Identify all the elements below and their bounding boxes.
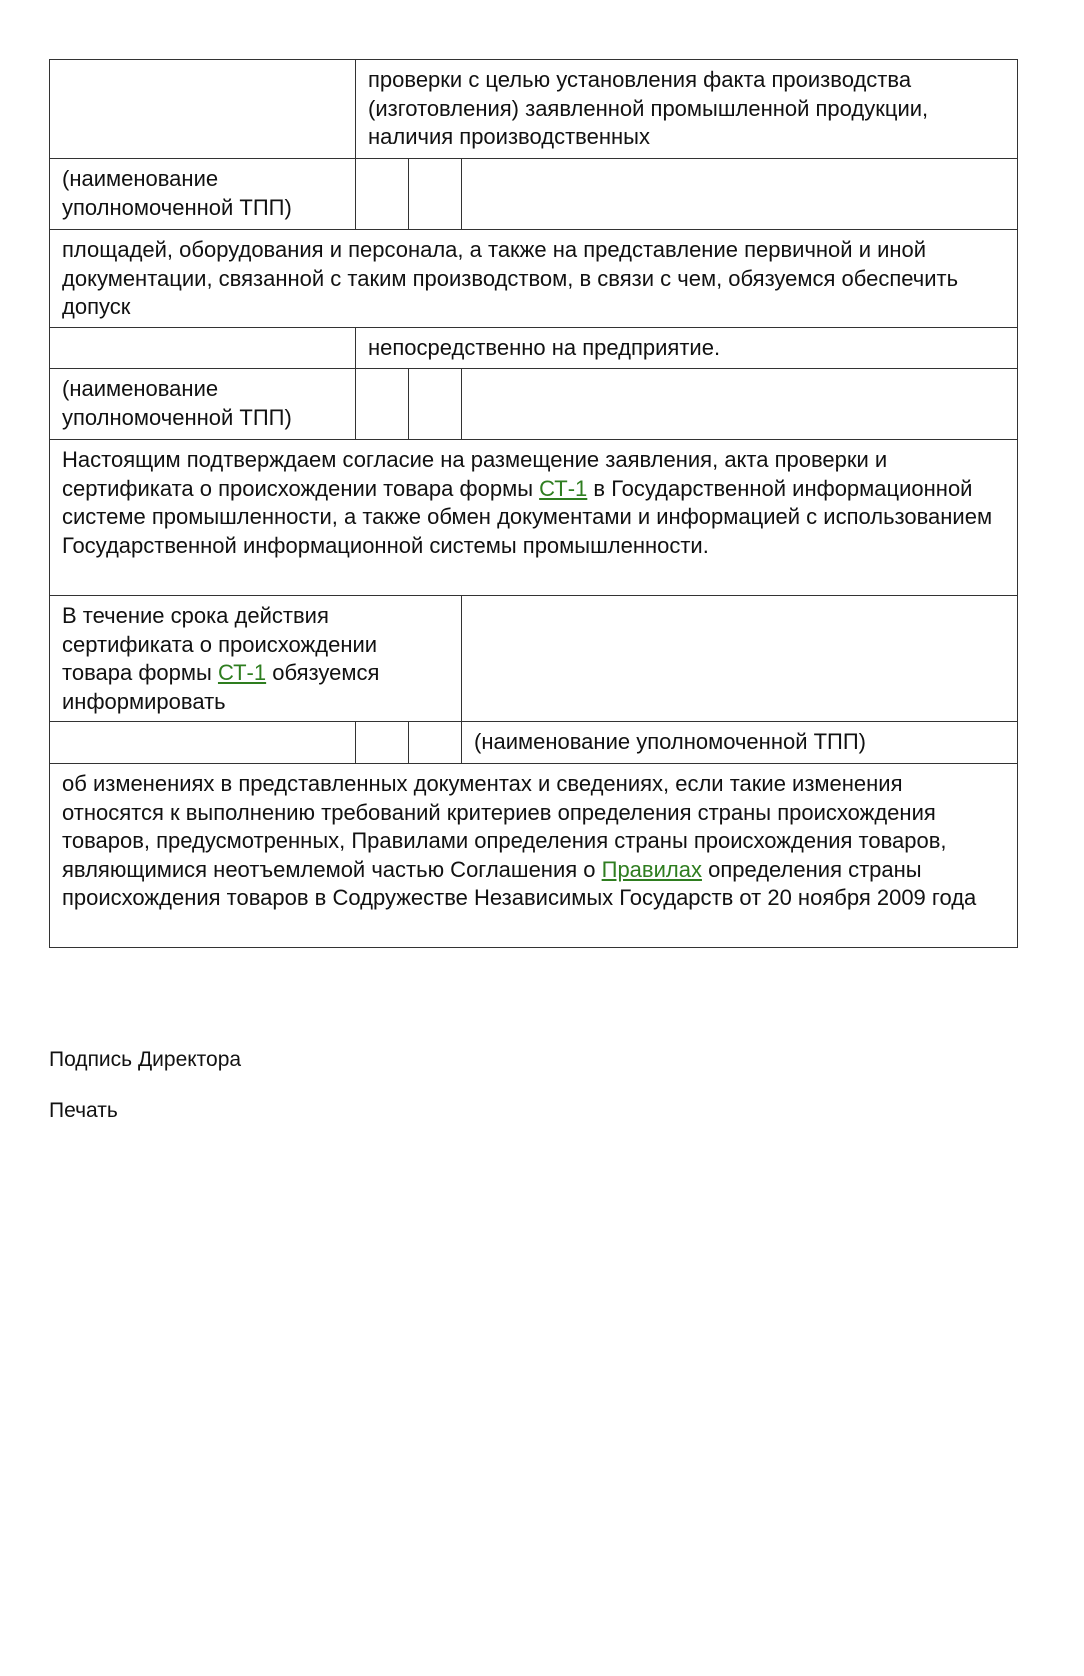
tpp-caption-cell	[50, 369, 356, 440]
stamp-label: Печать	[49, 1099, 118, 1122]
blank-cell	[462, 369, 1018, 440]
blank-cell	[409, 722, 462, 764]
table-row	[50, 440, 1018, 596]
inform-text: В течение срока действия сертификата о происхождении товара формы	[62, 603, 378, 685]
tpp-name-caption: (наименование уполномоченной ТПП)	[62, 166, 292, 220]
premises-text: площадей, оборудования и персонала, а также на представление первичной и иной документации, связанной с таким производством, в связи с чем, обязуемся обеспечить допуск	[62, 237, 959, 319]
changes-text-end: определения страны происхождения товаров в Содружестве Независимых Государств от 20 ноября 2009 года	[62, 856, 977, 910]
form-table	[49, 59, 1018, 948]
enterprise-text-cell	[356, 328, 1018, 369]
rules-link[interactable]: Правилах	[601, 856, 702, 882]
tpp-caption-cell	[462, 722, 1018, 764]
blank-cell	[409, 369, 462, 440]
changes-text-cell	[50, 764, 1018, 948]
blank-cell	[462, 596, 1018, 722]
consent-text-end: в Государственной информационной системе промышленности, а также обмен документами и информацией с использованием Государственной информационной системы промышленности.	[62, 475, 993, 558]
blank-cell	[356, 369, 409, 440]
inform-text-end: обязуемся информировать	[62, 660, 380, 714]
st1-link[interactable]: СТ-1	[539, 475, 588, 501]
director-signature-label: Подпись Директора	[49, 1048, 242, 1071]
blank-cell	[50, 722, 356, 764]
table-row	[50, 722, 1018, 764]
st1-link[interactable]: СТ-1	[217, 660, 267, 685]
enterprise-text: непосредственно на предприятие.	[368, 335, 721, 360]
tpp-name-caption: (наименование уполномоченной ТПП)	[474, 729, 866, 754]
blank-cell	[462, 159, 1018, 230]
table-row	[50, 60, 1018, 159]
tpp-name-caption: (наименование уполномоченной ТПП)	[62, 376, 292, 430]
consent-text: Настоящим подтверждаем согласие на размещение заявления, акта проверки и сертификата о происхождении товара формы	[62, 447, 888, 501]
consent-text-cell	[50, 440, 1018, 596]
premises-text-cell	[50, 230, 1018, 328]
table-row	[50, 369, 1018, 440]
table-row	[50, 764, 1018, 948]
verification-text-cell	[356, 60, 1018, 159]
verification-text: проверки с целью установления факта производства (изготовления) заявленной промышленной продукции, наличия производственных	[368, 67, 929, 149]
table-row	[50, 328, 1018, 369]
table-row	[50, 230, 1018, 328]
blank-cell	[356, 159, 409, 230]
blank-cell	[50, 60, 356, 159]
inform-text-cell	[50, 596, 462, 722]
table-row	[50, 596, 1018, 722]
tpp-caption-cell	[50, 159, 356, 230]
table-row	[50, 159, 1018, 230]
blank-cell	[356, 722, 409, 764]
blank-cell	[409, 159, 462, 230]
blank-cell	[50, 328, 356, 369]
changes-text: об изменениях в представленных документах и сведениях, если такие изменения относятся к выполнению требований критериев определения страны происхождения товаров, предусмотренных, Правилами определения страны происхождения товаров, являющимися неотъемлемой частью Соглашения о	[62, 771, 947, 882]
